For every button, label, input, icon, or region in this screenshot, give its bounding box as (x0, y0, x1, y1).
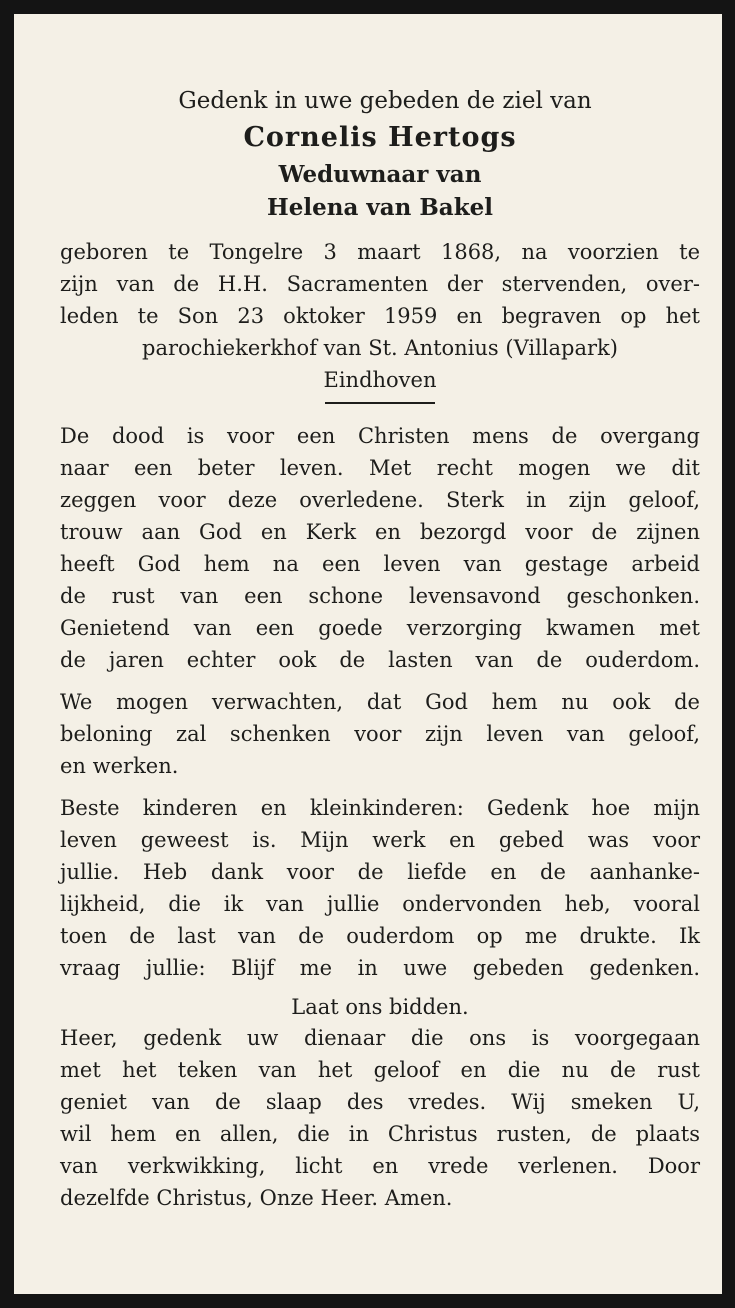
text-line: de rust van een schone levensavond geschonken. (60, 584, 700, 608)
prayer (60, 1022, 700, 1214)
text-line: De dood is voor een Christen mens de overgang (60, 424, 700, 448)
prayer-title: Laat ons bidden. (291, 995, 469, 1019)
text-line: zeggen voor deze overledene. Sterk in zijn geloof, (60, 488, 700, 512)
memorial-card (14, 14, 722, 1294)
spouse-name: Helena van Bakel (266, 194, 493, 221)
text-line: leven geweest is. Mijn werk en gebed was voor (60, 828, 700, 852)
text-line: van verkwikking, licht en vrede verlenen. Door (60, 1154, 700, 1178)
text-line: de jaren echter ook de lasten van de ouderdom. (60, 648, 700, 672)
paragraph-3 (60, 792, 700, 984)
bio-line: leden te Son 23 oktoker 1959 en begraven op het (60, 304, 700, 328)
text-line: Genietend van een goede verzorging kwamen met (60, 616, 700, 640)
text-line: Beste kinderen en kleinkinderen: Gedenk hoe mijn (60, 796, 700, 820)
paragraph-1 (60, 420, 700, 676)
divider (325, 402, 435, 404)
bio-line: zijn van de H.H. Sacramenten der stervenden, over- (60, 272, 700, 296)
bio-block (60, 236, 700, 396)
text-line: jullie. Heb dank voor de liefde en de aanhanke- (60, 860, 700, 884)
bio-line: Eindhoven (323, 368, 437, 392)
text-line: wil hem en allen, die in Christus rusten, de plaats (60, 1122, 700, 1146)
text-line: naar een beter leven. Met recht mogen we dit (60, 456, 700, 480)
text-line: Heer, gedenk uw dienaar die ons is voorgegaan (60, 1026, 700, 1050)
paragraph-2 (60, 686, 700, 782)
text-line: en werken. (60, 754, 179, 778)
text-line: We mogen verwachten, dat God hem nu ook de (60, 690, 700, 714)
text-line: geniet van de slaap des vredes. Wij smeken U, (60, 1090, 700, 1114)
text-line: dezelfde Christus, Onze Heer. Amen. (60, 1186, 453, 1210)
text-line: trouw aan God en Kerk en bezorgd voor de zijnen (60, 520, 700, 544)
text-line: beloning zal schenken voor zijn leven van geloof, (60, 722, 700, 746)
bio-line: geboren te Tongelre 3 maart 1868, na voorzien te (60, 240, 700, 264)
text-line: vraag jullie: Blijf me in uwe gebeden gedenken. (60, 956, 700, 980)
bio-line: parochiekerkhof van St. Antonius (Villapark) (142, 336, 618, 360)
relation-line: Weduwnaar van (278, 161, 482, 188)
text-line: toen de last van de ouderdom op me drukte. Ik (60, 924, 700, 948)
text-line: met het teken van het geloof en die nu de rust (60, 1058, 700, 1082)
deceased-name: Cornelis Hertogs (243, 122, 517, 153)
text-line: lijkheid, die ik van jullie ondervonden heb, vooral (60, 892, 700, 916)
text-line: heeft God hem na een leven van gestage arbeid (60, 552, 700, 576)
intro-line: Gedenk in uwe gebeden de ziel van (178, 88, 592, 114)
